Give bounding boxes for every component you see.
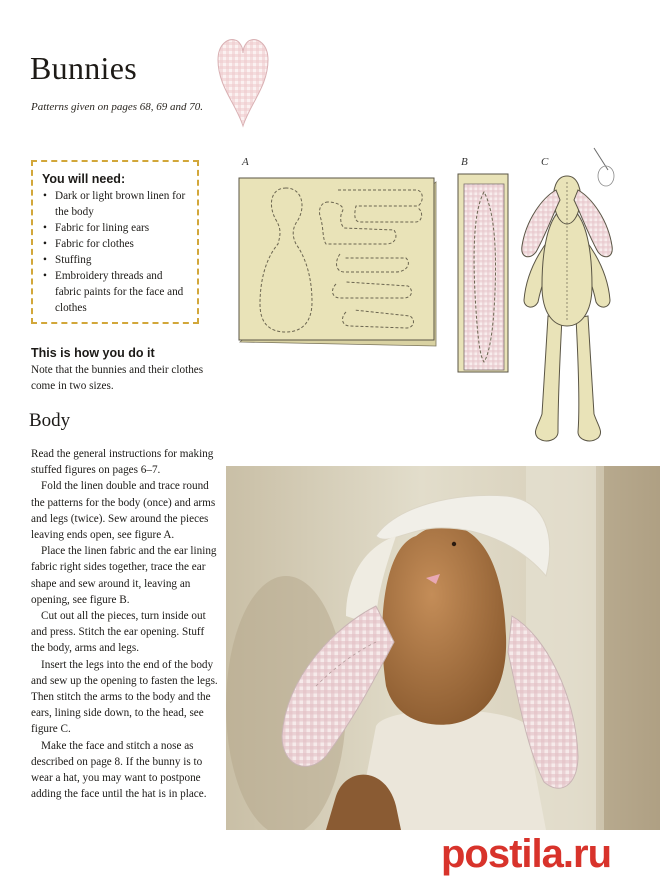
page-title: Bunnies (30, 50, 137, 86)
figure-b-label: B (461, 156, 468, 168)
howto-heading: This is how you do it (31, 346, 155, 360)
instruction-paragraph: Read the general instructions for making stuffed figures on pages 6–7. (31, 448, 214, 477)
materials-item: • Fabric for lining ears (42, 220, 189, 236)
body-instructions (31, 446, 219, 802)
materials-item: • Stuffing (42, 252, 189, 268)
instruction-paragraph: Fold the linen double and trace round the patterns for the body (once) and arms and legs (twice). Sew around the pieces leaving ends open, see figure A. (31, 480, 216, 542)
figure-a-label: A (242, 156, 249, 168)
materials-list (42, 188, 189, 316)
body-section-heading: Body (29, 410, 71, 431)
bunny-photo (226, 466, 660, 830)
instruction-paragraph: Cut out all the pieces, turn inside out and press. Stitch the ear opening. Stuff the body, arms and legs. (31, 610, 206, 655)
figure-c-label: C (541, 156, 549, 168)
materials-item: • Embroidery threads and fabric paints for the face and clothes (42, 268, 189, 316)
gingham-heart-image (214, 36, 272, 128)
materials-item: • Fabric for clothes (42, 236, 189, 252)
materials-box (31, 160, 199, 324)
howto-note: Note that the bunnies and their clothes come in two sizes. (31, 364, 204, 392)
figure-b-ear-illustration (452, 170, 514, 378)
instruction-paragraph: Make the face and stitch a nose as described on page 8. If the bunny is to wear a hat, you may want to postpone adding the face until the hat is in place. (31, 739, 207, 801)
watermark-text: postila.ru (441, 832, 612, 876)
instruction-paragraph: Insert the legs into the end of the body and sew up the opening to fasten the legs. Then stitch the arms to the body and the ears, lining side down, to the head, see figure C. (31, 658, 218, 736)
materials-item: • Dark or light brown linen for the body (42, 188, 189, 220)
materials-title: You will need: (42, 172, 126, 186)
page-subtitle: Patterns given on pages 68, 69 and 70. (31, 101, 204, 113)
figure-a-pattern-illustration (236, 172, 442, 350)
figure-c-bunny-illustration (512, 146, 622, 450)
instruction-paragraph: Place the linen fabric and the ear lining fabric right sides together, trace the ear shape and sew around it, leaving an opening, see figure B. (31, 545, 217, 606)
